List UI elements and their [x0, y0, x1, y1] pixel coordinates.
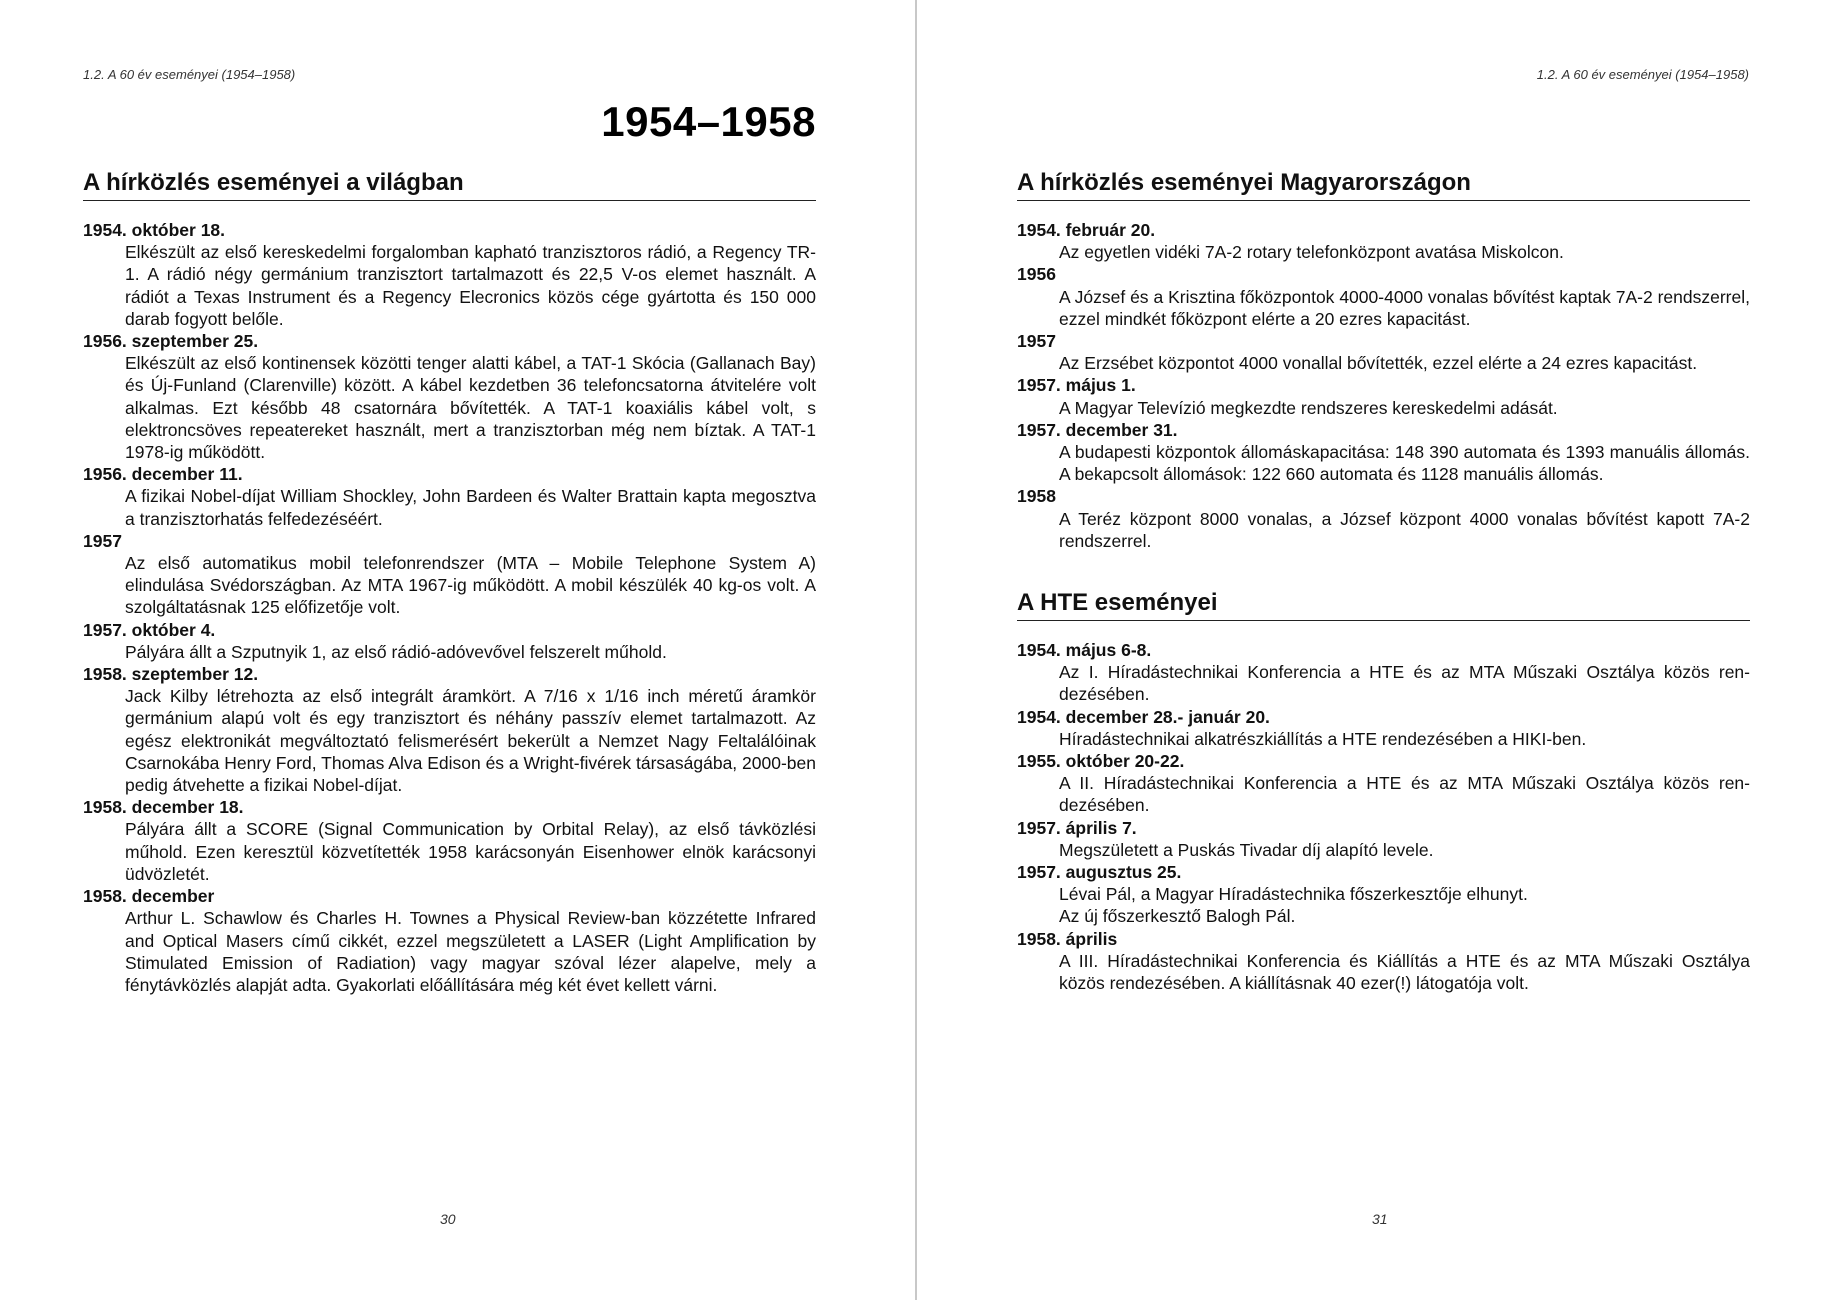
entry-date: 1957. augusztus 25.	[1017, 862, 1182, 883]
list-item	[83, 885, 816, 996]
entry-date: 1958. december	[83, 886, 215, 907]
running-head: 1.2. A 60 év eseményei (1954–1958)	[1536, 67, 1749, 82]
entry-text: Jack Kilby létrehozta az első integrált áramkört. A 7/16 x 1/16 inch méretű áramkör germánium alapú volt és egy tranzisztort és néhány passzív elemet tartalmazott. Az egész elektronikát megváltoztató felismerésért bekerült a Nemzet Nagy Feltalálóinak Csarnokába Henry Ford, Thomas Alva Edison és a Wright-fivérek társaságába, 2000-ben pedig átvehette a fizikai Nobel-díjat.	[125, 686, 816, 796]
list-item	[1017, 485, 1750, 552]
entry-date: 1958	[1017, 486, 1056, 507]
section-heading: A HTE eseményei	[1017, 588, 1750, 621]
entry-text: A budapesti központok állomáskapacitása: 148 390 automata és 1393 manuális állomás. A bekapcsolt állomások: 122 660 automata és 1128 manuális állomás.	[1059, 442, 1750, 485]
entry-text: Megszületett a Puskás Tivadar díj alapító levele.	[1059, 839, 1434, 860]
entry-date: 1956. szeptember 25.	[83, 331, 259, 352]
entry-text: A fizikai Nobel-díjat William Shockley, John Bardeen és Walter Brattain kapta megosztva a tranzisztorhatás felfedezéséért.	[125, 486, 816, 529]
entry-text: Az egyetlen vidéki 7A-2 rotary telefonközpont avatása Miskolcon.	[1059, 242, 1564, 263]
entry-date: 1955. október 20-22.	[1017, 751, 1185, 772]
list-item	[83, 530, 816, 619]
entry-text: Híradástechnikai alkatrészkiállítás a HTE rendezésében a HIKI-ben.	[1059, 728, 1587, 749]
world-events-column	[83, 168, 816, 1028]
list-item	[1017, 639, 1750, 706]
list-item	[1017, 374, 1750, 418]
right-page	[917, 0, 1832, 1300]
list-item	[83, 463, 816, 530]
entry-text: Az első automatikus mobil telefonrendszer (MTA – Mobile Telephone System A) elindulása Svédországban. Az MTA 1967-ig működött. A mobil készülék 40 kg-os volt. A szolgáltatásnak 125 előfizetője volt.	[125, 553, 816, 618]
list-item	[1017, 263, 1750, 330]
list-item	[1017, 861, 1750, 928]
entry-date: 1954. december 28.- január 20.	[1017, 706, 1270, 727]
entry-text: A Teréz központ 8000 vonalas, a József központ 4000 vonalas bővítést kapott 7A-2 rendszerrel.	[1059, 508, 1750, 551]
entry-date: 1958. szeptember 12.	[83, 664, 259, 685]
list-item	[1017, 706, 1750, 750]
entry-date: 1956. december 11.	[83, 464, 243, 485]
entry-text: Arthur L. Schawlow és Charles H. Townes a Physical Review-ban közzétette Infrared and Optical Masers című cikkét, ezzel megszületett a LASER (Light Amplification by Stimulated Emission of Radiation) vagy magyar szóval lézer alapelve, mely a fénytávközlés alapját adta. Gyakorlati előállítására még két évet kellett várni.	[125, 908, 816, 995]
list-item	[83, 330, 816, 463]
entry-text: Elkészült az első kontinensek közötti tenger alatti kábel, a TAT-1 Skócia (Gallanach Bay) és Új-Funland (Clarenville) között. A kábel kezdetben 36 telefoncsatorna átvitelére volt alkalmas. Ezt később 48 csatornára bővítették. A TAT-1 koaxiális kábel volt, s elektroncsöves repeatereket használt, mert a tranzisztorban még nem bíztak. A TAT-1 1978-ig működött.	[125, 353, 816, 463]
entry-text: Pályára állt a SCORE (Signal Communication by Orbital Relay), az első távközlési műhold. Ezen keresztül közvetítették 1958 karácsonyán Eisenhower elnök karácsonyi üdvözletét.	[125, 819, 816, 884]
entry-date: 1957	[83, 530, 122, 551]
hungary-events-section	[1017, 168, 1750, 552]
list-item	[1017, 419, 1750, 486]
section-heading: A hírközlés eseményei Magyarországon	[1017, 168, 1750, 201]
entry-text: Az I. Híradástechnikai Konferencia a HTE és az MTA Műszaki Osztálya közös rendezésében.	[1059, 662, 1750, 705]
list-item	[1017, 928, 1750, 995]
entry-text: Az Erzsébet központot 4000 vonallal bővítették, ezzel elérte a 24 ezres kapacitást.	[1059, 353, 1698, 374]
entry-date: 1957. április 7.	[1017, 817, 1137, 838]
hungary-events-column	[1017, 168, 1750, 1026]
year-title: 1954–1958	[601, 98, 816, 145]
hungary-events-list	[1017, 219, 1750, 552]
list-item	[83, 663, 816, 796]
entry-date: 1957. május 1.	[1017, 375, 1136, 396]
entry-text: A II. Híradástechnikai Konferencia a HTE és az MTA Műszaki Osztálya közös rendezésében.	[1059, 773, 1750, 816]
list-item	[83, 796, 816, 885]
entry-text: Elkészült az első kereskedelmi forgalomban kapható tranzisztoros rádió, a Regency TR-1. A rádió négy germánium tranzisztort tartalmazott és 22,5 V-os elemet használt. A rádiót a Texas Instrument és a Regency Elecronics közös cége gyártotta és 150 000 darab fogyott belőle.	[125, 242, 816, 329]
left-page	[0, 0, 915, 1300]
entry-date: 1958. április	[1017, 928, 1118, 949]
entry-text: Lévai Pál, a Magyar Híradástechnika főszerkesztője elhunyt. Az új főszerkesztő Balogh Pál.	[1059, 884, 1528, 927]
running-head: 1.2. A 60 év eseményei (1954–1958)	[83, 67, 296, 82]
list-item	[1017, 219, 1750, 263]
world-events-section	[83, 168, 816, 996]
list-item	[1017, 750, 1750, 817]
page-number: 31	[1372, 1211, 1388, 1227]
entry-date: 1954. május 6-8.	[1017, 640, 1152, 661]
section-heading: A hírközlés eseményei a világban	[83, 168, 816, 201]
list-item	[1017, 330, 1750, 374]
world-events-list	[83, 219, 816, 996]
entry-text: A Magyar Televízió megkezdte rendszeres kereskedelmi adását.	[1059, 397, 1558, 418]
list-item	[83, 219, 816, 330]
entry-text: Pályára állt a Szputnyik 1, az első rádió-adóvevővel felszerelt műhold.	[125, 641, 667, 662]
list-item	[83, 619, 816, 663]
entry-date: 1956	[1017, 264, 1056, 285]
entry-date: 1957. október 4.	[83, 619, 216, 640]
entry-text: A III. Híradástechnikai Konferencia és Kiállítás a HTE és az MTA Műszaki Osztálya közös rendezésében. A kiállításnak 40 ezer(!) látogatója volt.	[1059, 950, 1750, 994]
entry-date: 1958. december 18.	[83, 797, 244, 818]
page-number: 30	[440, 1211, 456, 1227]
entry-text: A József és a Krisztina főközpontok 4000-4000 vonalas bővítést kaptak 7A-2 rendszerrel, ezzel mindkét főközpont elérte a 20 ezres kapacitást.	[1059, 286, 1750, 329]
list-item	[1017, 817, 1750, 861]
entry-date: 1954. február 20.	[1017, 220, 1156, 240]
entry-date: 1954. október 18.	[83, 220, 226, 240]
entry-date: 1957	[1017, 331, 1056, 352]
hte-events-section	[1017, 588, 1750, 994]
entry-date: 1957. december 31.	[1017, 419, 1178, 440]
hte-events-list	[1017, 639, 1750, 994]
